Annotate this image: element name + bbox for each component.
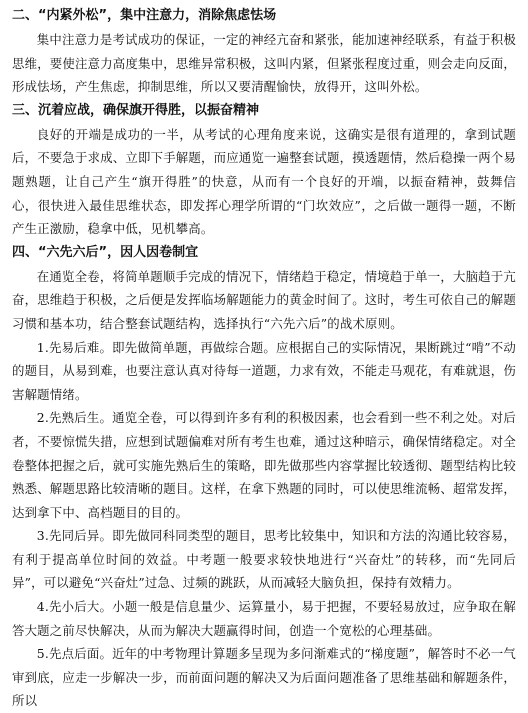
section-2-paragraph-1: 集中注意力是考试成功的保证，一定的神经亢奋和紧张，能加速神经联系，有益于积极思维，要使注意力高度集中，思维异常积极，这叫内紧，但紧张程度过重，则会走向反面，形成怯场，产生焦虑，抑制思维，所以又要清醒愉快，放得开，这叫外松。 — [12, 32, 516, 95]
section-4-paragraph-intro: 在通览全卷，将简单题顺手完成的情况下，情绪趋于稳定，情境趋于单一，大脑趋于亢奋，思维趋于积极，之后便是发挥临场解题能力的黄金时间了。这时，考生可依自己的解题习惯和基本功，结合整套试题结构，选择执行“六先六后”的战术原则。 — [12, 268, 516, 331]
section-heading-3: 三、沉着应战，确保旗开得胜，以振奋精神 — [12, 102, 260, 118]
section-4-item-3: 3.先同后异。即先做同科同类型的题目，思考比较集中，知识和方法的沟通比较容易，有利于提高单位时间的效益。中考题一般要求较快地进行“兴奋灶”的转移，而“先同后异”，可以避免“兴奋灶”过急、过频的跳跃，从而减轻大脑负担，保持有效精力。 — [12, 528, 516, 591]
section-4-item-5: 5.先点后面。近年的中考物理计算题多呈现为多问渐难式的“梯度题”，解答时不必一气审到底，应走一步解决一步，而前面问题的解决又为后面问题准备了思维基础和解题条件，所以 — [12, 646, 516, 709]
section-heading-2: 二、“内紧外松”，集中注意力，消除焦虑怯场 — [12, 8, 277, 23]
section-4-item-2: 2.先熟后生。通览全卷，可以得到许多有利的积极因素，也会看到一些不利之处。对后者，不要惊慌失措，应想到试题偏难对所有考生也难，通过这种暗示，确保情绪稳定。对全卷整体把握之后，就可实施先熟后生的策略，即先做那些内容掌握比较透彻、题型结构比较熟悉、解题思路比较清晰的题目。这样，在拿下熟题的同时，可以使思维流畅、超常发挥，达到拿下中、高档题目的目的。 — [12, 410, 516, 520]
section-4-item-1: 1.先易后难。即先做简单题，再做综合题。应根据自己的实际情况，果断跳过“啃”不动的题目，从易到难，也要注意认真对待每一道题，力求有效，不能走马观花，有难就退，伤害解题情绪。 — [12, 339, 516, 402]
section-heading-4: 四、“六先六后”，因人因卷制宜 — [12, 244, 199, 260]
section-3-paragraph-1: 良好的开端是成功的一半，从考试的心理角度来说，这确实是很有道理的，拿到试题后，不要急于求成、立即下手解题，而应通览一遍整套试题，摸透题情，然后稳操一两个易题熟题，让自己产生“旗开得胜”的快意，从而有一个良好的开端，以振奋精神，鼓舞信心，很快进入最佳思维状态，即发挥心理学所谓的“门坎效应”，之后做一题得一题，不断产生正激励，稳拿中低，见机攀高。 — [12, 126, 516, 237]
section-4-item-4: 4.先小后大。小题一般是信息量少、运算量小，易于把握，不要轻易放过，应争取在解答大题之前尽快解决，从而为解决大题赢得时间，创造一个宽松的心理基础。 — [12, 599, 516, 638]
